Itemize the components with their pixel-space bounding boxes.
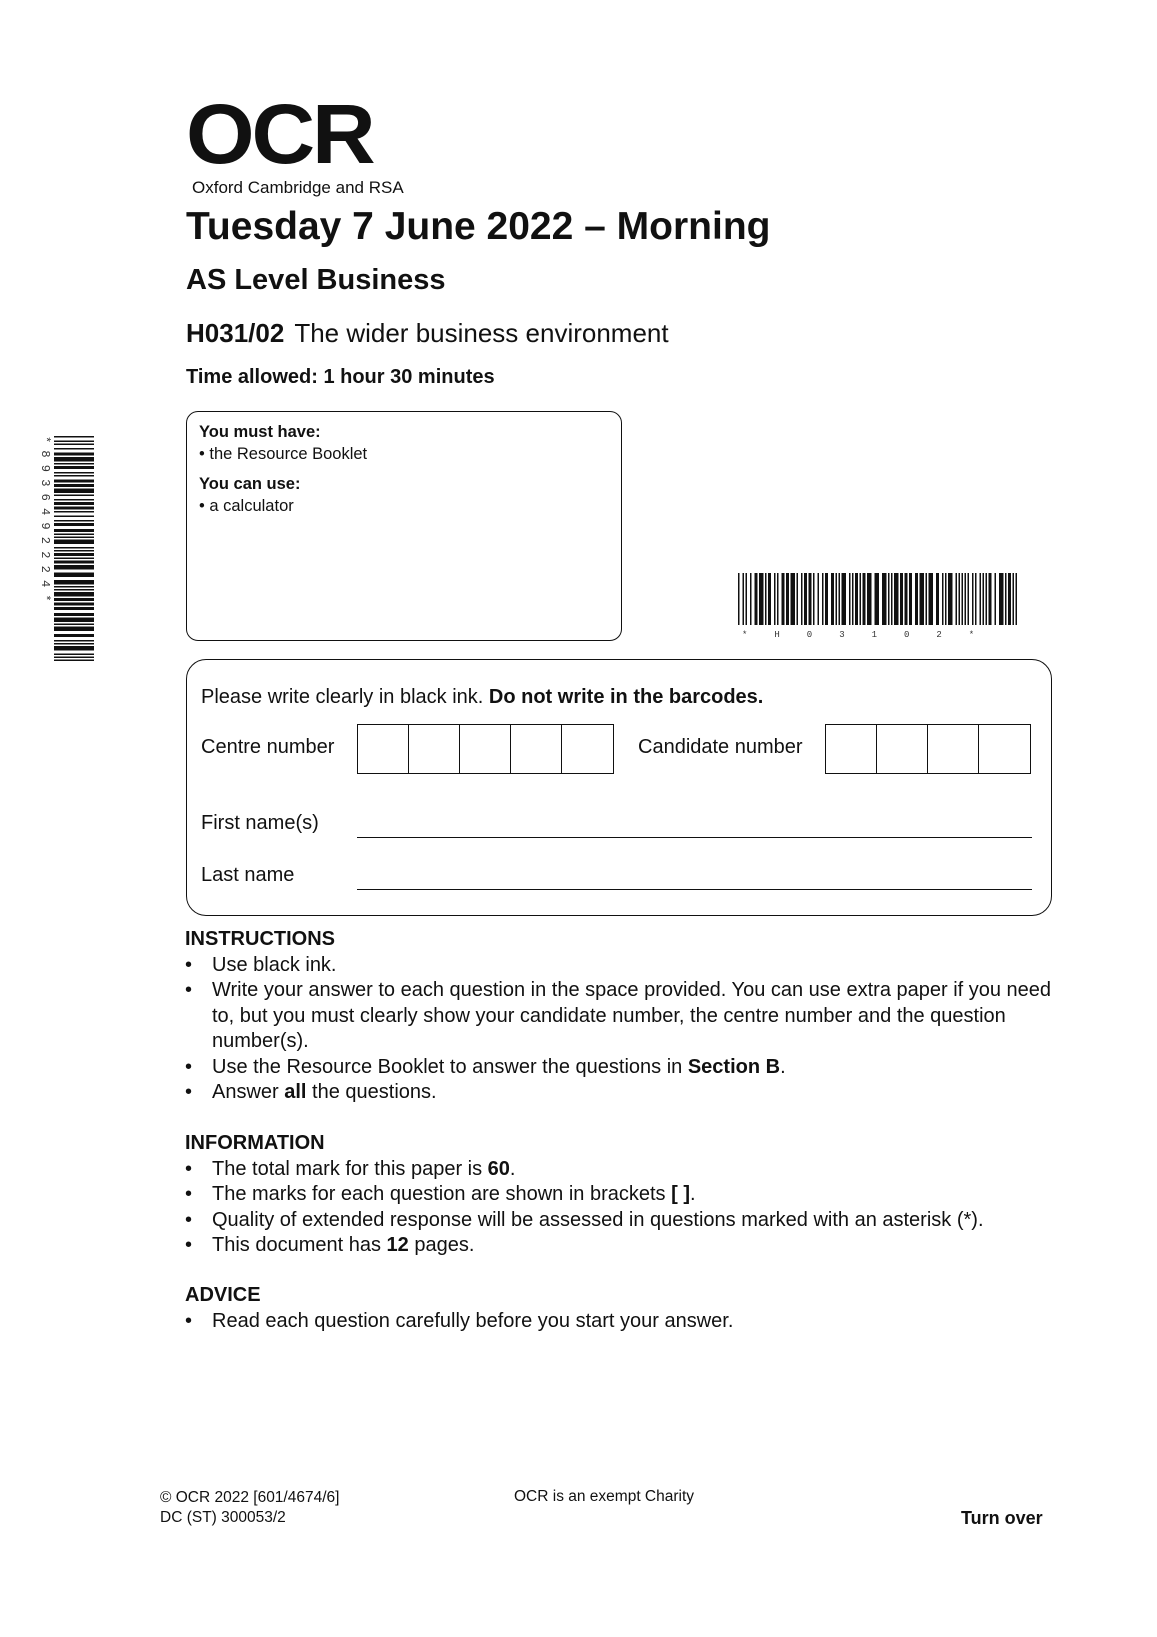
barcode-bar [738,573,740,625]
centre-number-cell[interactable] [409,725,460,773]
barcode-bar [746,573,748,625]
candidate-number-cell[interactable] [877,725,928,773]
information-section [185,1131,1065,1259]
first-name-field[interactable] [357,837,1032,838]
must-have-heading: You must have: [199,423,321,441]
right-barcode-text: *H03102* [742,630,1002,639]
barcode-bar [836,573,838,625]
time-allowed: Time allowed: 1 hour 30 minutes [186,366,495,388]
barcode-bar [54,550,94,552]
barcode-bar [774,573,776,625]
barcode-bar [54,511,94,513]
barcode-bar [825,573,828,625]
barcode-bar [882,573,887,625]
write-clearly-instruction [201,686,763,709]
barcode-bar [942,573,944,625]
barcode-bar [54,537,94,539]
right-barcode [738,573,1020,639]
barcode-bar [809,573,812,625]
barcode-bar [915,573,918,625]
barcode-bar [54,624,94,626]
list-item: • Use the Resource Booklet to answer the questions in Section B. [185,1055,1065,1081]
barcode-bar [54,640,94,642]
instructions-section [185,927,1065,1106]
barcode-bar [972,573,974,625]
barcode-bar [797,573,799,625]
barcode-bar [842,573,847,625]
barcode-bar [1013,573,1015,625]
barcode-bar [54,516,94,518]
barcode-bar [831,573,834,625]
instructions-list [185,953,1065,1106]
barcode-bar [965,573,967,625]
barcode-bar [813,573,815,625]
barcode-bar [54,646,94,651]
requirements-box [186,411,622,641]
barcode-bar [54,603,94,606]
barcode-bar [54,634,94,637]
paper-code: H031/02 [186,318,285,348]
barcode-bar [54,657,94,659]
must-have-list [199,443,609,465]
barcode-bar [855,573,858,625]
barcode-bar [791,573,796,625]
barcode-bar [54,463,94,465]
barcode-bar [968,573,970,625]
charity-notice: OCR is an exempt Charity [514,1488,695,1505]
barcode-bar [54,580,94,585]
barcode-bar [54,598,94,601]
barcode-bar [54,654,94,656]
barcode-bar [54,448,94,450]
barcode-bar [54,466,94,469]
list-item: • Use black ink. [185,953,1065,979]
barcode-bar [995,573,997,625]
barcode-bar [1005,573,1007,625]
barcode-bar [980,573,982,625]
instructions-heading: INSTRUCTIONS [185,928,335,950]
barcode-bar [983,573,985,625]
barcode-bar [54,613,94,616]
information-list [185,1157,1065,1259]
left-barcode-bars [54,436,94,661]
barcode-bar [54,618,94,623]
centre-number-cell[interactable] [511,725,562,773]
barcode-bar [54,540,94,545]
candidate-number-cell[interactable] [928,725,979,773]
barcode-bar [839,573,841,625]
barcode-bar [54,643,94,645]
barcode-bar [920,573,925,625]
centre-number-cell[interactable] [358,725,409,773]
barcode-bar [750,573,752,625]
last-name-label: Last name [201,864,295,886]
barcode-bar [54,444,94,446]
barcode-bar [818,573,820,625]
barcode-bar [909,573,912,625]
barcode-bar [54,558,94,560]
barcode-bar [54,484,94,487]
barcode-bar [768,573,771,625]
barcode-bar [54,436,94,438]
barcode-bar [54,475,94,477]
barcode-bar [54,495,94,497]
advice-section [185,1283,1065,1334]
candidate-number-label: Candidate number [638,736,803,758]
information-heading: INFORMATION [185,1132,325,1154]
centre-number-label: Centre number [201,736,335,758]
list-item: • Write your answer to each question in the space provided. You can use extra paper if you need to, but you must clearly show your candidate number, the centre number and the question number(s). [185,978,1065,1055]
paper-line [186,318,669,349]
centre-number-cell[interactable] [562,725,613,773]
advice-heading: ADVICE [185,1284,261,1306]
document-code: DC (ST) 300053/2 [160,1509,286,1526]
barcode-bar [54,573,94,578]
barcode-bar [54,480,94,483]
left-barcode [36,436,96,662]
barcode-bar [54,586,94,588]
barcode-bar [54,553,94,556]
barcode-bar [905,573,908,625]
barcode-bar [54,627,94,632]
ocr-logo [186,87,404,198]
barcode-bar [54,507,94,510]
can-use-heading: You can use: [199,475,301,493]
requirement-item: • the Resource Booklet [199,445,368,463]
barcode-bar [54,534,94,536]
barcode-bar [975,573,977,625]
barcode-bar [894,573,899,625]
barcode-bar [54,529,94,532]
barcode-bar [54,607,94,610]
barcode-bar [54,547,94,549]
centre-number-cell[interactable] [460,725,511,773]
barcode-bar [54,561,94,564]
barcode-bar [929,573,934,625]
logo-mark: OCR [186,87,373,181]
advice-list [185,1309,1065,1335]
candidate-number-cell[interactable] [826,725,877,773]
barcode-bar [852,573,854,625]
candidate-number-grid[interactable] [825,724,1031,774]
last-name-field[interactable] [357,889,1032,890]
barcode-bar [945,573,947,625]
barcode-warning: Do not write in the barcodes. [488,686,764,708]
barcode-bar [801,573,803,625]
barcode-bar [1008,573,1011,625]
list-item: • Answer all the questions. [185,1080,1065,1106]
barcode-bar [759,573,764,625]
barcode-bar [755,573,758,625]
barcode-bar [804,573,807,625]
barcode-bar [1016,573,1018,625]
paper-title: The wider business environment [294,318,669,348]
candidate-number-cell[interactable] [979,725,1030,773]
barcode-bar [54,660,94,662]
barcode-bar [936,573,939,625]
turn-over-label: Turn over [961,1508,1043,1528]
barcode-bar [875,573,880,625]
barcode-bar [54,489,94,494]
barcode-bar [849,573,851,625]
list-item: • The marks for each question are shown in brackets [ ]. [185,1182,1065,1208]
barcode-bar [54,499,94,501]
can-use-list [199,495,609,517]
barcode-bar [900,573,903,625]
barcode-bar [54,592,94,597]
barcode-bar [948,573,953,625]
barcode-bar [777,573,779,625]
barcode-bar [989,573,992,625]
barcode-bar [743,573,745,625]
list-item: • Quality of extended response will be assessed in questions marked with an asterisk (*). [185,1208,1065,1234]
copyright-text: © OCR 2022 [601/4674/6] [160,1489,340,1506]
barcode-bar [54,453,94,456]
barcode-bar [765,573,767,625]
barcode-bar [986,573,988,625]
barcode-bar [956,573,958,625]
barcode-bar [962,573,964,625]
centre-number-grid[interactable] [357,724,614,774]
barcode-bar [891,573,893,625]
barcode-bar [54,520,94,522]
barcode-bar [999,573,1004,625]
barcode-bar [867,573,872,625]
list-item: • This document has 12 pages. [185,1233,1065,1259]
barcode-bar [54,502,94,505]
first-name-label: First name(s) [201,812,319,834]
barcode-bar [860,573,862,625]
barcode-bar [782,573,785,625]
footer-left [160,1488,339,1528]
exam-date: Tuesday 7 June 2022 – Morning [186,205,771,248]
left-barcode-text: *8936492224* [38,436,52,609]
barcode-bar [54,523,94,526]
barcode-bar [926,573,928,625]
barcode-bar [54,565,94,570]
right-barcode-bars [738,573,1017,625]
barcode-bar [54,457,94,462]
qualification-title: AS Level Business [186,264,446,296]
list-item: • Read each question carefully before you start your answer. [185,1309,1065,1335]
barcode-bar [54,472,94,474]
barcode-bar [888,573,890,625]
barcode-bar [863,573,866,625]
barcode-bar [54,589,94,591]
barcode-bar [54,441,94,443]
candidate-details-box [186,659,1052,916]
requirement-item: • a calculator [199,497,294,515]
write-clearly-text: Please write clearly in black ink. [201,686,489,708]
barcode-bar [786,573,789,625]
barcode-bar [822,573,824,625]
logo-tagline: Oxford Cambridge and RSA [192,178,404,197]
barcode-bar [959,573,961,625]
list-item: • The total mark for this paper is 60. [185,1157,1065,1183]
